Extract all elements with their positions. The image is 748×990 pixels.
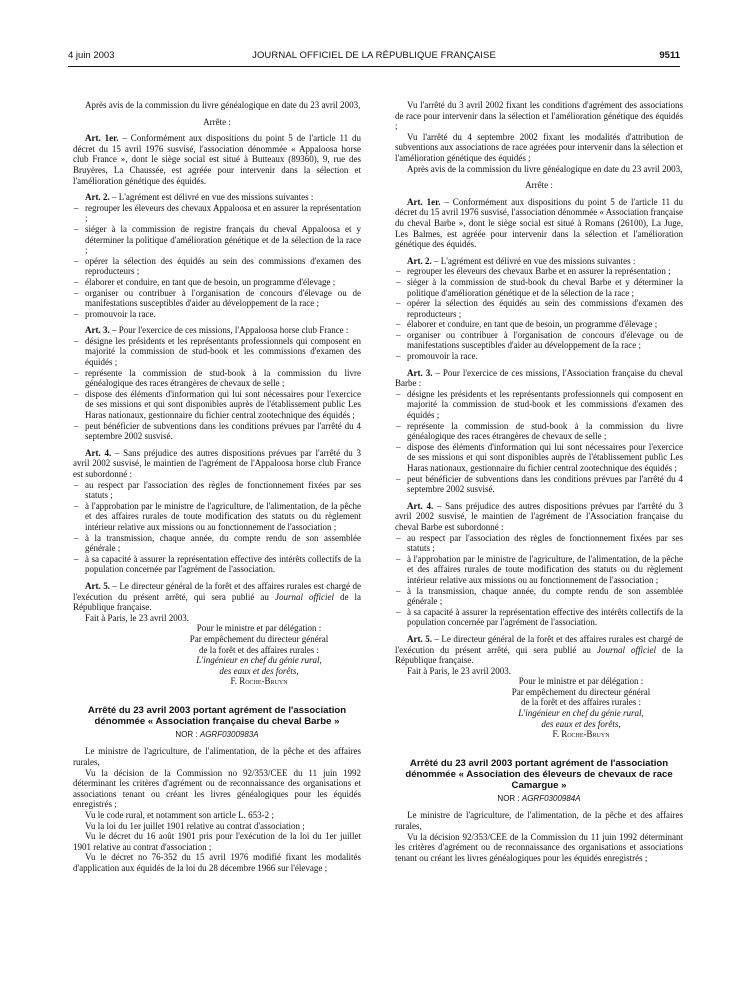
article-5-text: – Le directeur général de la forêt et des affaires rurales est chargé de l'exécution du présent arrêté, qui sera publié au bbox=[395, 633, 683, 655]
article-4-label: Art. 4. bbox=[407, 500, 434, 511]
article-2-list bbox=[73, 203, 361, 320]
list-item: – regrouper les éleveurs des chevaux Appaloosa et en assurer la représentation ; bbox=[83, 203, 361, 224]
header-rule bbox=[68, 66, 680, 67]
article-1 bbox=[73, 133, 361, 186]
list-item: – promouvoir la race. bbox=[405, 351, 683, 362]
decree-title-camargue: Arrêté du 23 avril 2003 portant agrément de l'association dénommée « Association des éleveurs de chevaux de race Camargue » bbox=[405, 757, 673, 791]
signature-block bbox=[73, 623, 361, 687]
article-4-list bbox=[73, 480, 361, 575]
article-4-text: – Sans préjudice des autres dispositions prévues par l'arrêté du 3 avril 2002 susvisé, le maintien de l'agrément de l'Appaloosa horse club France est subordonné : bbox=[73, 447, 361, 479]
signature-line: Par empêchement du directeur général bbox=[511, 686, 651, 697]
header-journal-title: JOURNAL OFFICIEL DE LA RÉPUBLIQUE FRANÇAISE bbox=[252, 50, 496, 61]
visa: Vu l'arrêté du 4 septembre 2002 fixant les modalités d'attribution de subventions aux associations de race agréées pour intervenir dans la sélection et l'amélioration génétique des équidés ; bbox=[395, 131, 683, 163]
list-item: – au respect par l'association des règles de fonctionnement fixées par ses statuts ; bbox=[83, 480, 361, 501]
visa: Vu la décision de la Commission no 92/353/CEE du 11 juin 1992 déterminant les critères d'agrément ou de reconnaissance des organisations et associations tenant ou créant les livres généalogiques pour les équidés enregistrés ; bbox=[73, 767, 361, 810]
signature-line: Par empêchement du directeur général bbox=[189, 633, 329, 644]
article-4-label: Art. 4. bbox=[85, 447, 112, 458]
intro-paragraph: Après avis de la commission du livre généalogique en date du 23 avril 2003, bbox=[85, 100, 361, 110]
visa: Vu le décret no 76-352 du 15 avril 1976 modifié fixant les modalités d'application aux équidés de la loi du 28 décembre 1966 sur l'élevage ; bbox=[73, 852, 361, 873]
visa: Après avis de la commission du livre généalogique en date du 23 avril 2003, bbox=[407, 163, 683, 174]
done-at: Fait à Paris, le 23 avril 2003. bbox=[407, 665, 511, 676]
article-4-list bbox=[395, 533, 683, 628]
nor-reference bbox=[73, 730, 361, 741]
list-item: – organiser ou contribuer à l'organisation de concours d'élevage ou de manifestations susceptibles d'aider au développement de la race ; bbox=[83, 288, 361, 309]
list-item: – regrouper les éleveurs des chevaux Barbe et en assurer la représentation ; bbox=[405, 266, 683, 277]
signatory-name: F. Roche-Bruyn bbox=[230, 676, 288, 687]
list-item: – élaborer et conduire, en tant que de besoin, un programme d'élevage ; bbox=[83, 277, 361, 288]
header-date: 4 juin 2003 bbox=[68, 50, 115, 61]
nor-reference bbox=[395, 794, 683, 805]
article-5-text-end: de la République française. bbox=[73, 591, 361, 613]
decree-title-barbe: Arrêté du 23 avril 2003 portant agrément de l'association dénommée « Association française du cheval Barbe » bbox=[87, 704, 347, 727]
visa: Vu le code rural, et notamment son article L. 653-2 ; bbox=[85, 810, 274, 821]
list-item: – désigne les présidents et les représentants professionnels qui composent en majorité la commission de stud-book et les commissions d'examen des équidés ; bbox=[405, 389, 683, 421]
article-3-label: Art. 3. bbox=[85, 325, 110, 336]
article-5 bbox=[395, 634, 683, 666]
visa: Vu la décision 92/353/CEE de la Commission du 11 juin 1992 déterminant les critères d'agrément ou de reconnaissance des organisations et associations tenant ou créant les livres généalogiques pour les équidés enregistrés ; bbox=[395, 831, 683, 863]
visa: Vu l'arrêté du 3 avril 2002 fixant les conditions d'agrément des associations de race pour intervenir dans la sélection et l'amélioration génétique des équidés ; bbox=[395, 100, 683, 132]
list-item: – dispose des éléments d'information qui lui sont nécessaires pour l'exercice de ses missions et qui sont disponibles auprès de l'établissement public Les Haras nationaux, gestionnaire du fichier central zootechnique des équidés ; bbox=[83, 389, 361, 421]
article-2-label: Art. 2. bbox=[85, 192, 110, 203]
article-1 bbox=[395, 197, 683, 250]
list-item: – au respect par l'association des règles de fonctionnement fixées par ses statuts ; bbox=[405, 533, 683, 554]
list-item: – à sa capacité à assurer la représentation effective des intérêts collectifs de la population concernée par l'agrément de l'association. bbox=[83, 554, 361, 575]
list-item: – à l'approbation par le ministre de l'agriculture, de l'alimentation, de la pêche et des affaires rurales de toute modification des statuts ou du règlement intérieur relative aux missions ou au fonctionnement de l'association ; bbox=[405, 554, 683, 586]
article-1-text: – Conformément aux dispositions du point 5 de l'article 11 du décret du 15 avril 1976 susvisé, l'association dénommée « Appaloosa horse club France », dont le siège social est situé à Butteaux (89360), 9, rue des Bruyères, La Chaussée, est agréée pour intervenir dans la sélection et l'amélioration génétique des équidés. bbox=[73, 133, 362, 186]
done-at: Fait à Paris, le 23 avril 2003. bbox=[85, 612, 189, 623]
signature-line: L'ingénieur en chef du génie rural, bbox=[518, 708, 644, 719]
arrete-label: Arrête : bbox=[203, 116, 231, 127]
nor-label: NOR : bbox=[175, 729, 200, 739]
article-5-text: – Le directeur général de la forêt et des affaires rurales est chargé de l'exécution du présent arrêté, qui sera publié au bbox=[73, 580, 361, 602]
left-column bbox=[73, 100, 361, 874]
list-item: – promouvoir la race. bbox=[83, 309, 361, 320]
list-item: – à la transmission, chaque année, du compte rendu de son assemblée générale ; bbox=[405, 586, 683, 607]
journal-officiel-ref: Journal officiel bbox=[596, 644, 656, 655]
article-2 bbox=[395, 256, 683, 267]
signature-line: des eaux et des forêts, bbox=[541, 718, 621, 729]
signature-block bbox=[395, 676, 683, 740]
article-2-label: Art. 2. bbox=[407, 255, 432, 266]
article-2-text: – L'agrément est délivré en vue des missions suivantes : bbox=[431, 255, 636, 266]
list-item: – peut bénéficier de subventions dans les conditions prévues par l'arrêté du 4 septembre 2002 susvisé. bbox=[83, 421, 361, 442]
article-5 bbox=[73, 581, 361, 613]
article-3-list bbox=[395, 389, 683, 495]
article-3-text: – Pour l'exercice de ces missions, l'Association française du cheval Barbe : bbox=[395, 367, 683, 389]
page-header bbox=[68, 50, 680, 64]
article-4-text: – Sans préjudice des autres dispositions prévues par l'arrêté du 3 avril 2002 susvisé, le maintien de l'agrément de l'Association française du cheval Barbe est subordonné : bbox=[395, 500, 683, 532]
list-item: – désigne les présidents et les représentants professionnels qui composent en majorité la commission de stud-book et les commissions d'examen des équidés ; bbox=[83, 336, 361, 368]
article-1-text: – Conformément aux dispositions du point 5 de l'article 11 du décret du 15 avril 1976 susvisé, l'association dénommée « Association française du cheval Barbe », dont le siège social est situé à Romans (26100), La Juge, Les Balmes, est agréée pour intervenir dans la sélection et l'amélioration génétique des équidés. bbox=[395, 196, 684, 250]
arrete-label: Arrête : bbox=[525, 180, 553, 191]
article-2 bbox=[73, 192, 361, 203]
list-item: – représente la commission de stud-book à la commission du livre généalogique des races étrangères de chevaux de selle ; bbox=[83, 368, 361, 389]
list-item: – élaborer et conduire, en tant que de besoin, un programme d'élevage ; bbox=[405, 319, 683, 330]
minister-line: Le ministre de l'agriculture, de l'alimentation, de la pêche et des affaires rurales, bbox=[395, 810, 683, 832]
signatory-name: F. Roche-Bruyn bbox=[552, 729, 610, 740]
signature-line: Pour le ministre et par délégation : bbox=[196, 623, 322, 634]
article-5-label: Art. 5. bbox=[85, 580, 110, 591]
article-1-label: Art. 1er. bbox=[407, 196, 441, 207]
list-item: – siéger à la commission de stud-book du cheval Barbe et y déterminer la politique d'amélioration génétique et de la sélection de la race ; bbox=[405, 277, 683, 298]
article-3 bbox=[73, 325, 361, 336]
list-item: – opérer la sélection des équidés au sein des commissions d'examen des reproducteurs ; bbox=[405, 298, 683, 319]
header-page-number: 9511 bbox=[659, 50, 680, 61]
article-3-text: – Pour l'exercice de ces missions, l'Appaloosa horse club France : bbox=[109, 325, 349, 336]
signature-line: Pour le ministre et par délégation : bbox=[518, 676, 644, 687]
list-item: – représente la commission de stud-book à la commission du livre généalogique des races étrangères de chevaux de selle ; bbox=[405, 421, 683, 442]
signature-line: L'ingénieur en chef du génie rural, bbox=[196, 655, 322, 666]
nor-code: AGRF0300983A bbox=[199, 729, 259, 739]
article-3 bbox=[395, 368, 683, 389]
article-5-label: Art. 5. bbox=[407, 633, 432, 644]
journal-officiel-ref: Journal officiel bbox=[274, 591, 334, 602]
list-item: – peut bénéficier de subventions dans les conditions prévues par l'arrêté du 4 septembre 2002 susvisé. bbox=[405, 474, 683, 495]
list-item: – opérer la sélection des équidés au sein des commissions d'examen des reproducteurs ; bbox=[83, 256, 361, 277]
right-column bbox=[395, 100, 683, 863]
list-item: – dispose des éléments d'information qui lui sont nécessaires pour l'exercice de ses missions et qui sont disponibles auprès de l'établissement public Les Haras nationaux, gestionnaire du fichier central zootechnique des équidés ; bbox=[405, 442, 683, 474]
list-item: – organiser ou contribuer à l'organisation de concours d'élevage ou de manifestations susceptibles d'aider au développement de la race ; bbox=[405, 330, 683, 351]
article-4 bbox=[73, 448, 361, 480]
minister-line: Le ministre de l'agriculture, de l'alimentation, de la pêche et des affaires rurales, bbox=[73, 746, 361, 768]
visa: Vu le décret du 16 août 1901 pris pour l'exécution de la loi du 1er juillet 1901 relative au contrat d'association ; bbox=[73, 831, 361, 852]
list-item: – à la transmission, chaque année, du compte rendu de son assemblée générale ; bbox=[83, 533, 361, 554]
signature-line: de la forêt et des affaires rurales : bbox=[520, 697, 642, 708]
signature-line: des eaux et des forêts, bbox=[219, 665, 299, 676]
article-3-list bbox=[73, 336, 361, 442]
nor-code: AGRF0300984A bbox=[521, 793, 581, 803]
article-5-text-end: de la République française. bbox=[395, 644, 683, 666]
article-3-label: Art. 3. bbox=[407, 367, 433, 378]
signature-line: de la forêt et des affaires rurales : bbox=[198, 644, 320, 655]
article-1-label: Art. 1er. bbox=[85, 133, 119, 144]
visa: Vu la loi du 1er juillet 1901 relative au contrat d'association ; bbox=[85, 820, 305, 831]
list-item: – siéger à la commission de registre français du cheval Appaloosa et y déterminer la politique d'amélioration génétique et de la sélection de la race ; bbox=[83, 224, 361, 256]
article-2-text: – L'agrément est délivré en vue des missions suivantes : bbox=[109, 192, 314, 203]
article-2-list bbox=[395, 266, 683, 361]
nor-label: NOR : bbox=[497, 793, 522, 803]
article-4 bbox=[395, 501, 683, 533]
list-item: – à l'approbation par le ministre de l'agriculture, de l'alimentation, de la pêche et des affaires rurales de toute modification des statuts ou du règlement intérieur relative aux missions ou au fonctionnement de l'association ; bbox=[83, 501, 361, 533]
list-item: – à sa capacité à assurer la représentation effective des intérêts collectifs de la population concernée par l'agrément de l'association. bbox=[405, 607, 683, 628]
